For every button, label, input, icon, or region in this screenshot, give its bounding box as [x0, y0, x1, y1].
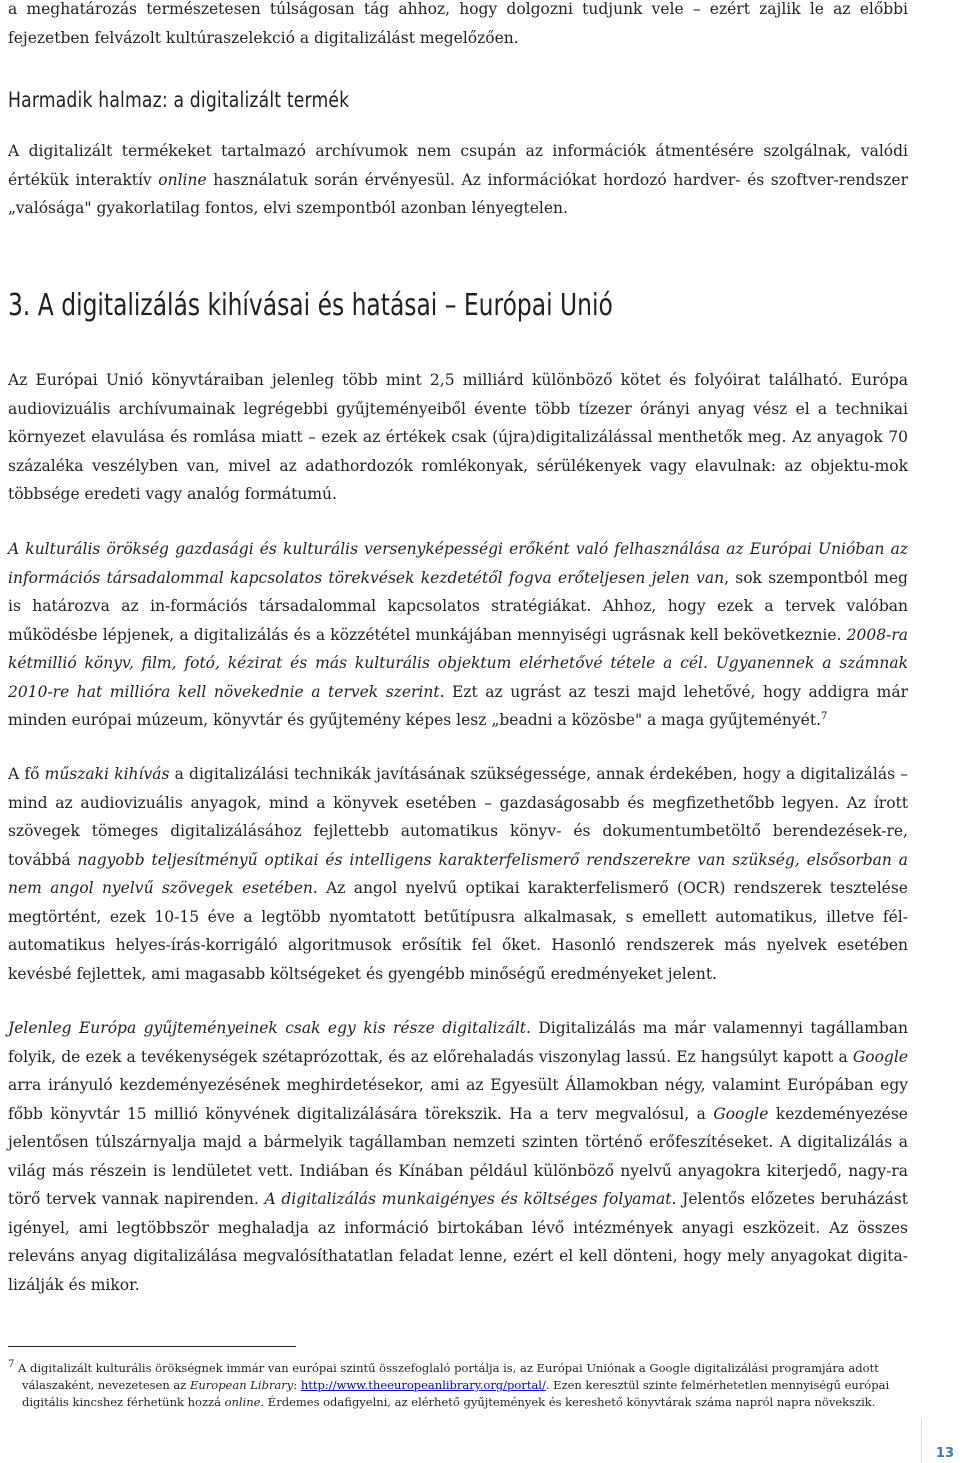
italic-run: A kulturális örökség gazdasági és kulturális versenyképességi erőként való felhasználása az Európai Unióban az információs társadalommal kapcsolatos törekvések kezdetétől fogva erőteljesen jelen van — [8, 540, 908, 587]
text-run: A digitalizált kulturális örökségnek immár van európai szintű összefoglaló portálja is, az Európai Uniónak a Google digitalizálási programjára adott — [14, 1361, 879, 1375]
text-run: a digitalizálási technikák javításának szükségessége, annak érdekében, hogy a digitalizálás – mind az audiovizuális anyagok, mind a könyvek esetében – gazdaságosabb és megfizethetőbb legyen. Az írott szövegek tömeges digitalizálásához fejlettebb automatikus könyv- és dokumentumbetöltő berendezések-re, továbbá — [8, 765, 909, 869]
italic-run: online — [224, 1395, 261, 1409]
paragraph-technical-challenge — [8, 760, 908, 988]
footnote-number: 7 — [8, 1359, 15, 1371]
italic-run: Jelenleg Európa gyűjteményeinek csak egy kis része digitalizált — [8, 1019, 527, 1037]
footnote-line — [8, 1394, 908, 1411]
paragraph-digitized-product — [8, 137, 908, 223]
footnote-line — [8, 1377, 908, 1394]
paragraph-current-state — [8, 1014, 908, 1299]
text-run: digitális kincshez férhetünk hozzá — [22, 1395, 225, 1409]
paragraph-cultural-heritage — [8, 535, 908, 735]
italic-run: European Library — [189, 1378, 294, 1392]
text-run: , sok szempontból meg is határozva az in-formációs társadalommal kapcsolatos stratégiákat. Ahhoz, hogy ezek a tervek valóban működésbe lépjenek, a digitalizálás és a közzététel munkájában mennyiségi ugrásnak kell bekövetkeznie. — [8, 568, 908, 644]
text-run: . Digitalizálás ma már valamennyi tagállamban folyik, de ezek a tevékenységek szétaprózottak, és az előrehaladás viszonylag lassú. Ez hangsúlyt kapott a — [8, 1019, 909, 1066]
italic-run: 2008-ra kétmillió könyv, film, fotó, kézirat és más kulturális objektum elérhetővé tétele a cél. Ugyanennek a számnak 2010-re hat millióra kell növekednie a tervek szerint — [8, 625, 908, 701]
text-run: . Ezen keresztül szinte felmérhetetlen mennyiségű európai — [545, 1378, 890, 1392]
section-heading: 3. A digitalizálás kihívásai és hatásai – Európai Unió — [8, 288, 613, 323]
text-run: használatuk során érvényesül. Az információkat hordozó hardver- és szoftver-rendszer „valósága" gyakorlatilag fontos, elvi szempontból azonban lényegtelen. — [8, 170, 908, 217]
subsection-heading: Harmadik halmaz: a digitalizált termék — [8, 88, 350, 112]
text-run: . Jelentős előzetes beruházást igényel, ami legtöbbször meghaladja az információ birtokában lévő intézmények anyagi eszközeit. Az összes releváns anyag digitalizálása megvalósíthatatlan feladat lenne, ezért el kell dönteni, hogy mely anyagokat digita-lizálják és mikor. — [8, 1190, 908, 1294]
paragraph-eu-libraries: Az Európai Unió könyvtáraiban jelenleg több mint 2,5 milliárd különböző kötet és folyóirat található. Európa audiovizuális archívumainak legrégebbi gyűjteményeiből évente több tízezer órányi anyag vész el a technikai környezet elavulása és romlása miatt – ezek az értékek csak (újra)digitalizálással menthetők meg. Az anyagok 70 százaléka veszélyben van, mivel az adathordozók romlékonyak, sérülékenyek vagy elavulnak: az objektu-mok többsége eredeti vagy analóg formátumú. — [8, 371, 908, 503]
italic-run: Google — [852, 1047, 908, 1066]
italic-run: nagyobb teljesítményű optikai és intelligens karakterfelismerő rendszerekre van szükség, elsősorban a nem angol nyelvű szövegek esetében — [8, 850, 908, 897]
footnote — [8, 1360, 908, 1411]
text-run: . Érdemes odafigyelni, az elérhető gyűjtemények és kereshető könyvtárak száma napról napra növekszik. — [260, 1395, 876, 1409]
footnote-line — [8, 1361, 879, 1375]
text-run: . Ezt az ugrást az teszi majd lehetővé, hogy addigra már minden európai múzeum, könyvtár és gyűjtemény képes lesz „beadni a közösbe" a maga gyűjteményét. — [8, 682, 908, 729]
text-run: . Az angol nyelvű optikai karakterfelismerő (OCR) rendszerek tesztelése megtörtént, ezek 10-15 éve a legtöbb nyomtatott betűtípusra alkalmasak, s emellett automatikus, illetve fél-automatikus helyes-írás-korrigáló algoritmusok erősítik fel őket. Hasonló rendszerek más nyelvek esetében kevésbé fejlettek, ami magasabb költségeket és gyengébb minőségű eredményeket jelent. — [8, 879, 908, 983]
text-run: válaszaként, nevezetesen az — [22, 1378, 190, 1392]
italic-run: A digitalizálás munkaigényes és költséges folyamat — [264, 1190, 672, 1208]
page-number: 13 — [935, 1446, 954, 1461]
text-run: A fő — [8, 765, 45, 783]
text-run: : — [293, 1378, 301, 1392]
text-run: A digitalizált termékeket tartalmazó archívumok nem csupán az információk átmentésére szolgálnak, valódi értékük interaktív — [8, 142, 908, 189]
text-run: kezdeményezése jelentősen túlszárnyalja majd a bármelyik tagállamban nemzeti szinten történő erőfeszítéseket. A digitalizálás a világ más részein is lendületet vett. Indiában és Kínában például különböző nyelvű anyagokra kiterjedő, nagy-ra törő tervek vannak napirenden. — [8, 1104, 908, 1208]
text-run: arra irányuló kezdeményezésének meghirdetésekor, ami az Egyesült Államokban négy, valamint Európában egy főbb könyvtár 15 millió könyvének digitalizálására törekszik. Ha a terv megvalósul, a — [8, 1076, 908, 1123]
intro-paragraph: a meghatározás természetesen túlságosan tág ahhoz, hogy dolgozni tudjunk vele – ezért zajlik le az előbbi fejezetben felvázolt kultúraszelekció a digitalizálást megelőzően. — [8, 0, 908, 47]
european-library-link[interactable]: http://www.theeuropeanlibrary.org/portal/ — [300, 1378, 546, 1392]
italic-run: műszaki kihívás — [44, 765, 170, 783]
italic-run: Google — [713, 1104, 769, 1123]
footnote-divider — [8, 1346, 296, 1347]
footnote-ref[interactable]: 7 — [821, 710, 828, 722]
italic-run: online — [158, 170, 207, 189]
